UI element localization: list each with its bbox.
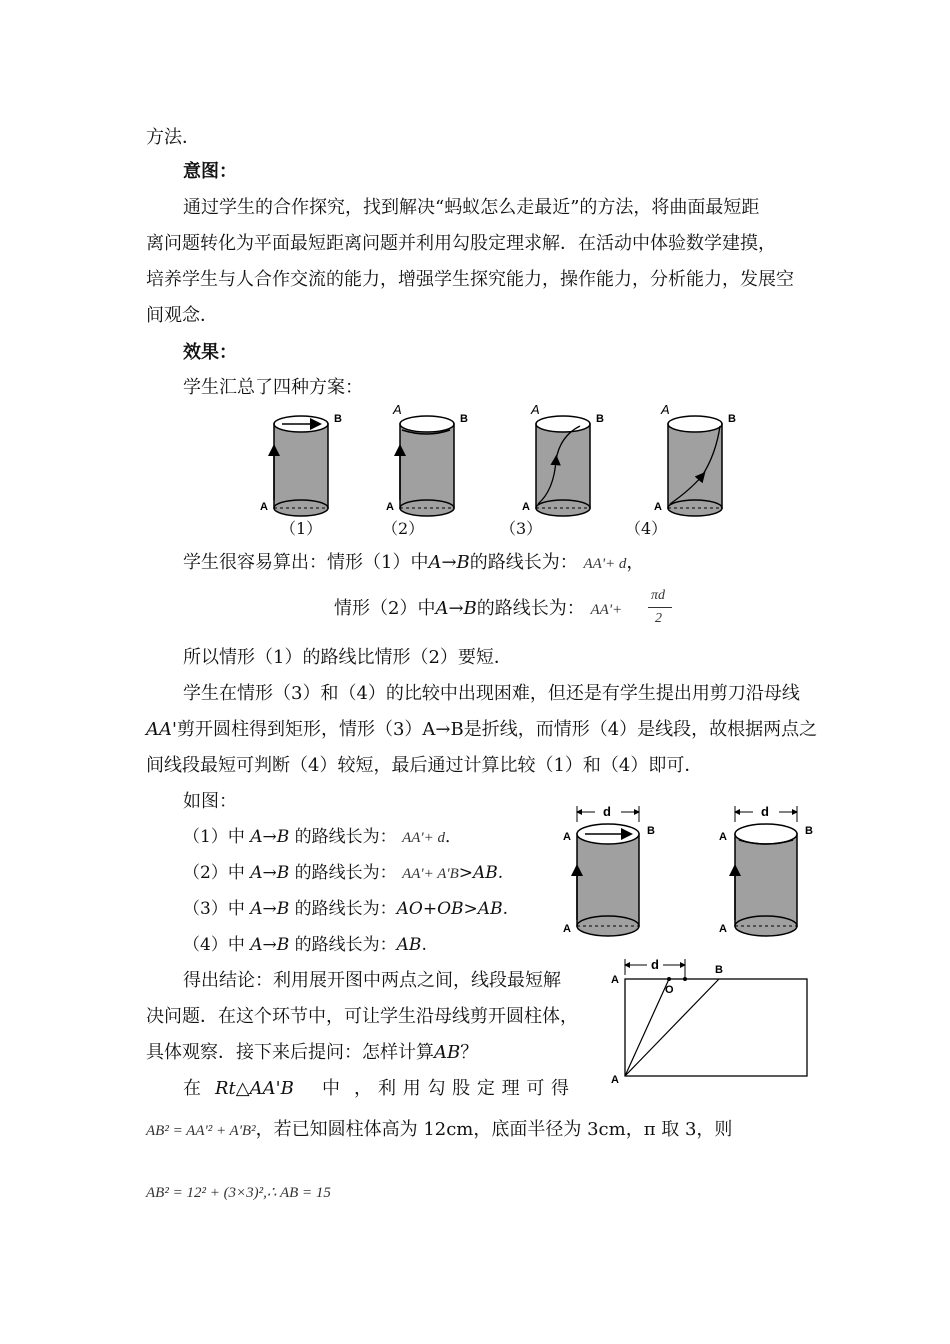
- label-o: O: [665, 984, 674, 996]
- label-a: A: [563, 923, 571, 935]
- math-ab: A→B: [250, 827, 290, 847]
- calc-line-2: [334, 597, 622, 622]
- caption-2: （2）: [382, 519, 425, 538]
- label-a: A: [611, 1074, 619, 1085]
- label-b: B: [715, 964, 723, 976]
- text-span: （2）中: [183, 863, 251, 883]
- text-line: [146, 718, 817, 742]
- text-line: 间线段最短可判断（4）较短，最后通过计算比较（1）和（4）即可．: [146, 755, 703, 776]
- text-span: ，若已知圆柱体高为 12cm，底面半径为 3cm，π 取 3，则: [255, 1119, 733, 1140]
- label-b: B: [334, 413, 342, 425]
- case-line-2: [183, 861, 503, 886]
- math-aa-prime: AA': [146, 719, 177, 740]
- label-b: B: [647, 825, 655, 837]
- heading-effect: 效果：: [183, 342, 237, 363]
- cylinder-3: [522, 402, 604, 516]
- calc-line-1: [183, 551, 644, 576]
- label-b: B: [805, 825, 813, 837]
- text-line: 通过学生的合作探究，找到解决“蚂蚁怎么走最近”的方法，将曲面最短距: [183, 197, 760, 218]
- formula: AB: [396, 935, 422, 955]
- math-a: A: [435, 598, 449, 619]
- math-ab: A→B: [250, 899, 290, 919]
- formula: AO+OB>AB: [396, 899, 503, 919]
- text-line: 决问题．在这个环节中，可让学生沿母线剪开圆柱体，: [146, 1006, 578, 1027]
- text-span: 学生很容易算出：情形（1）中: [183, 552, 429, 573]
- text-line: 学生在情形（3）和（4）的比较中出现困难，但还是有学生提出用剪刀沿母线: [183, 683, 800, 704]
- unrolled-rectangle-figure: [605, 955, 815, 1085]
- text-span: 的路线长为：: [289, 863, 397, 883]
- label-a-prime: A: [563, 831, 571, 843]
- text-span: （1）中: [183, 827, 251, 847]
- arrow: →: [441, 552, 457, 573]
- arrow: →: [448, 598, 464, 619]
- text-span: >AB.: [458, 863, 504, 883]
- text-span: （3）中: [183, 899, 251, 919]
- text-span: 的路线长为：: [476, 598, 585, 619]
- text-span: 的路线长为：: [469, 552, 578, 573]
- math-triangle: Rt△AA'B: [215, 1078, 294, 1099]
- label-b: B: [460, 413, 468, 425]
- label-a: A: [654, 501, 662, 513]
- text-span: .: [502, 899, 508, 919]
- formula: AB² = 12² + (3×3)²,∴ AB = 15: [146, 1185, 331, 1201]
- label-d: d: [651, 957, 659, 972]
- cylinder-1: [260, 413, 342, 516]
- cylinder-2: [386, 402, 468, 516]
- text-line: 间观念．: [146, 305, 218, 326]
- cylinder-right: [719, 804, 813, 936]
- case-line-1: [183, 825, 462, 850]
- fraction-bar: [648, 607, 672, 608]
- formula: AB² = AA'² + A'B²: [146, 1123, 256, 1139]
- math-b: B: [463, 598, 477, 619]
- formula: AA'+ d: [402, 830, 445, 846]
- text-line: 得出结论：利用展开图中两点之间，线段最短解: [183, 970, 561, 991]
- label-d: d: [603, 804, 611, 819]
- text-span: 利 用 勾 股 定 理 可 得: [378, 1078, 570, 1099]
- cylinder-left: [563, 804, 655, 936]
- text-line: 学生汇总了四种方案：: [183, 377, 363, 398]
- equation-line-1: [146, 1118, 732, 1143]
- text-line: 离问题转化为平面最短距离问题并利用勾股定理求解．在活动中体验数学建摸，: [146, 233, 776, 254]
- caption-4: （4）: [625, 519, 668, 538]
- text-span: .: [421, 935, 427, 955]
- case-line-3: [183, 897, 508, 921]
- case-line-4: [183, 933, 427, 957]
- formula: AA'+ A'B: [402, 866, 459, 882]
- text-line: 培养学生与人合作交流的能力，增强学生探究能力，操作能力，分析能力，发展空: [146, 269, 794, 290]
- math-b: B: [456, 552, 470, 573]
- label-a: A: [386, 501, 394, 513]
- label-a-prime: A: [531, 402, 540, 417]
- math-ab: AB: [434, 1042, 461, 1063]
- text-line: 所以情形（1）的路线比情形（2）要短．: [183, 647, 512, 668]
- label-a: A: [719, 923, 727, 935]
- text-span: （4）中: [183, 935, 251, 955]
- text-span: 剪开圆柱得到矩形，情形（3）A→B是折线，而情形（4）是线段，故根据两点之: [176, 719, 818, 740]
- label-a-prime: A: [719, 831, 727, 843]
- text-span: 中，: [322, 1078, 386, 1099]
- caption-1: （1）: [280, 519, 323, 538]
- text-line: 如图：: [183, 791, 237, 812]
- text-line: [146, 1041, 478, 1065]
- text-span: 具体观察．接下来后提问：怎样计算: [146, 1042, 434, 1063]
- label-a-prime: A: [661, 402, 670, 417]
- label-b: B: [728, 413, 736, 425]
- text-span: 情形（2）中: [334, 598, 436, 619]
- text-span: 的路线长为：: [289, 827, 397, 847]
- math-ab: A→B: [250, 935, 290, 955]
- label-d: d: [761, 804, 769, 819]
- text-span: ，: [626, 552, 645, 573]
- text-span: 的路线长为：: [289, 899, 397, 919]
- math-ab: A→B: [250, 863, 290, 883]
- text-span: ？: [460, 1042, 479, 1063]
- label-a-prime: A: [611, 974, 619, 986]
- cylinder-4: [654, 402, 736, 516]
- fraction-numerator: πd: [651, 588, 666, 603]
- label-a: A: [522, 501, 530, 513]
- text-line: 方法．: [146, 127, 200, 148]
- caption-3: （3）: [500, 519, 543, 538]
- math-a: A: [428, 552, 442, 573]
- label-b: B: [596, 413, 604, 425]
- formula: AA'+: [590, 602, 623, 618]
- fraction-denominator: 2: [655, 611, 662, 626]
- equation-line-2: [146, 1180, 331, 1205]
- text-span: 的路线长为：: [289, 935, 397, 955]
- heading-intent: 意图：: [183, 161, 237, 182]
- text-span: 在: [183, 1078, 201, 1099]
- label-a-prime: A: [393, 402, 402, 417]
- two-cylinders-figure: [555, 800, 825, 955]
- four-cylinders-figure: [250, 400, 770, 525]
- formula: AA'+ d: [583, 556, 627, 572]
- text-span: ．: [444, 827, 462, 847]
- label-a: A: [260, 501, 268, 513]
